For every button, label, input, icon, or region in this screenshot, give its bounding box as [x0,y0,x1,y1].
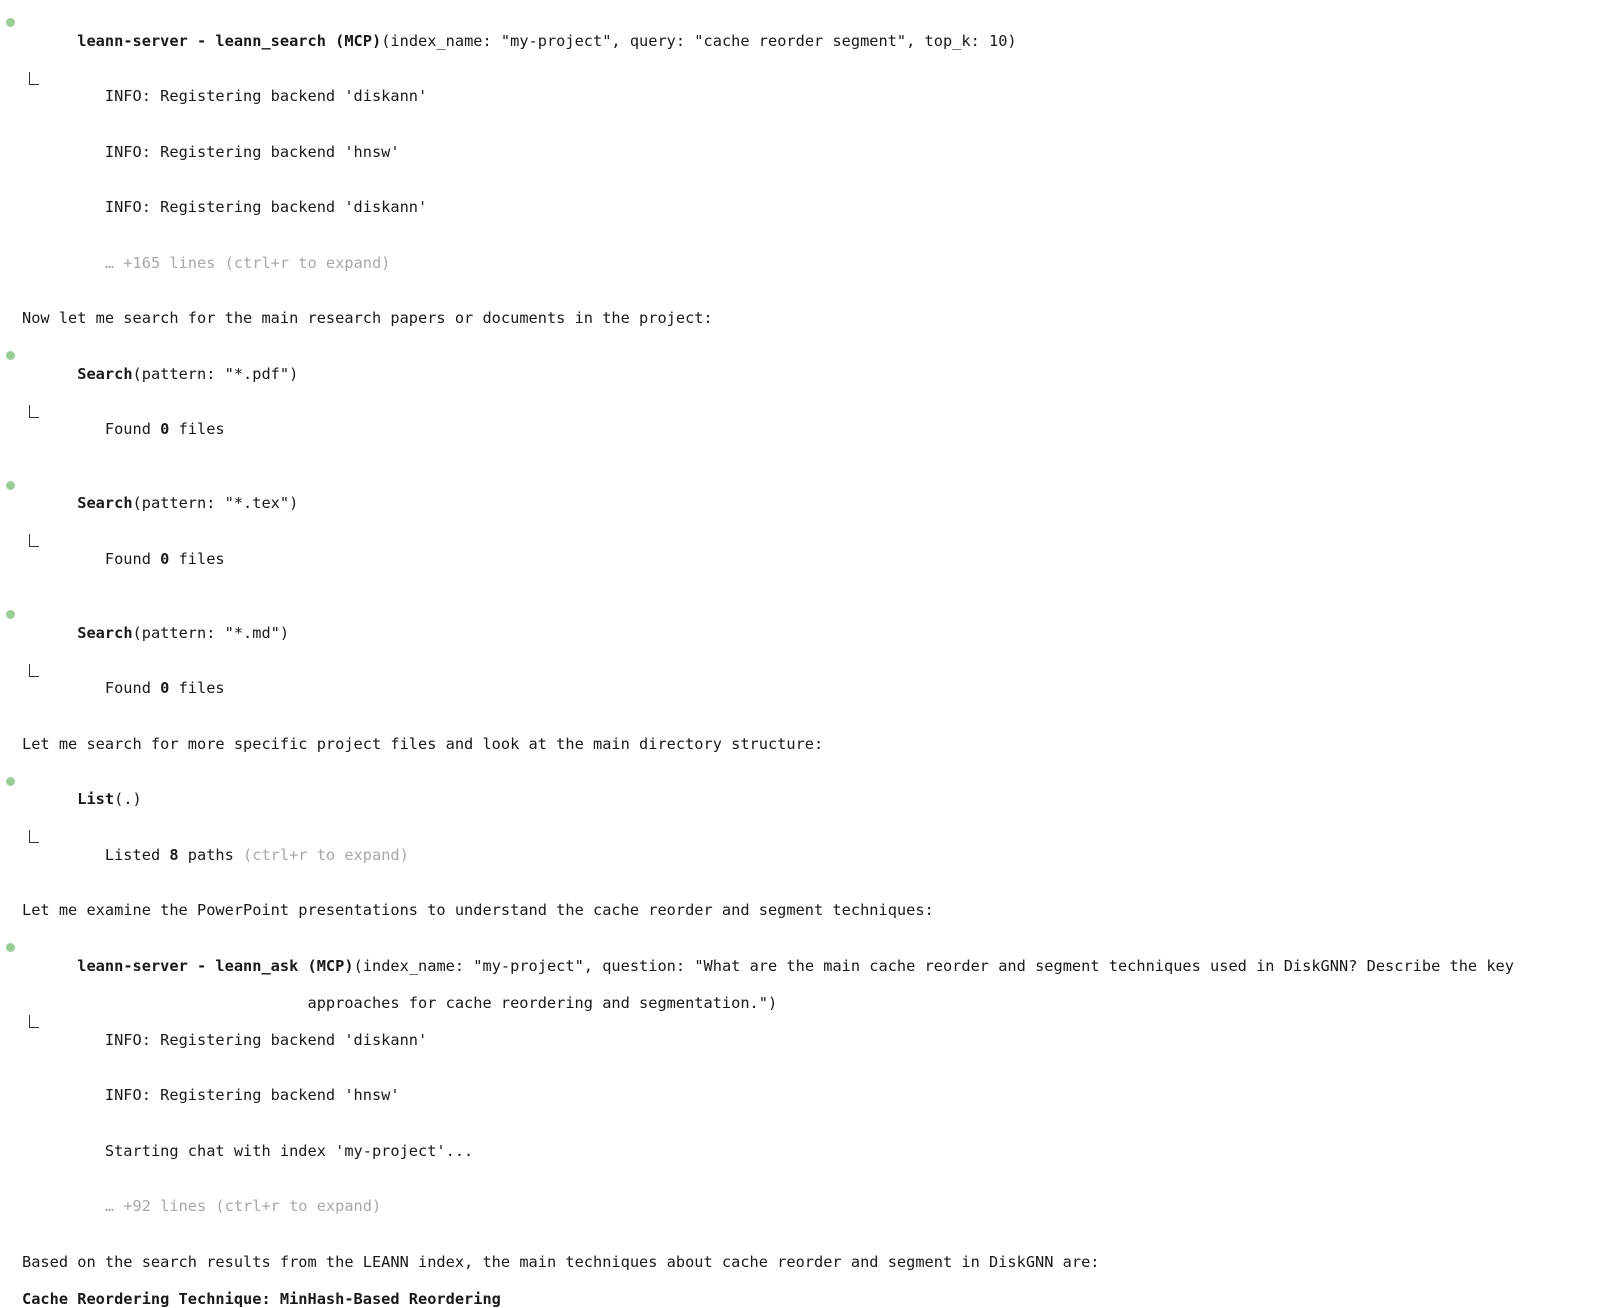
result-text: Found [105,550,160,568]
tool-args: (pattern: "*.pdf") [133,365,299,383]
result-count: 0 [160,679,169,697]
tool-call-header [22,476,1580,532]
tool-args: (pattern: "*.tex") [133,494,299,512]
tool-args: (index_name: "my-project", question: "What are the main cache reorder and segment techniques used in DiskGNN? Describe the key [354,957,1514,975]
tool-name: Search [77,624,132,642]
assistant-message [22,309,1580,328]
assistant-text: Now let me search for the main research papers or documents in the project: [22,309,1580,328]
tool-result-line [22,402,1580,458]
result-text: Starting chat with index 'my-project'... [105,1142,473,1160]
tool-result-line [22,827,1580,883]
result-corner-icon [29,664,39,677]
result-text: Found [105,679,160,697]
tool-result-line [22,124,1580,180]
assistant-message [22,735,1580,754]
tool-call-header [22,938,1580,994]
tool-result-line [22,1068,1580,1124]
tool-status-bullet-icon [6,610,15,619]
tool-call-header [22,13,1580,69]
tool-args: (pattern: "*.md") [133,624,290,642]
tool-result-line [22,1123,1580,1179]
assistant-message-heading [22,1290,1580,1308]
tool-name: leann-server - leann_search (MCP) [77,32,381,50]
collapsed-lines-hint [22,1179,1580,1235]
tool-call-list [22,772,1580,883]
tool-status-bullet-icon [6,777,15,786]
tool-call-header [22,772,1580,828]
hint-text: … +92 lines (ctrl+r to expand) [105,1197,381,1215]
result-corner-icon [29,405,39,418]
result-text: Found [105,420,160,438]
tool-call-search-pdf [22,346,1580,457]
hint-text: … +165 lines (ctrl+r to expand) [105,254,391,272]
result-corner-icon [29,534,39,547]
result-text: Listed [105,846,169,864]
tool-name: Search [77,494,132,512]
assistant-text: Based on the search results from the LEANN index, the main techniques about cache reorder and segment in DiskGNN are: [22,1253,1580,1272]
tool-status-bullet-icon [6,351,15,360]
result-corner-icon [29,72,39,85]
assistant-text: Let me examine the PowerPoint presentations to understand the cache reorder and segment techniques: [22,901,1580,920]
tool-status-bullet-icon [6,481,15,490]
tool-name: List [77,790,114,808]
tool-result-line [22,531,1580,587]
result-text: paths [179,846,243,864]
tool-call-leann-ask [22,938,1580,1234]
tool-status-bullet-icon [6,18,15,27]
result-corner-icon [29,830,39,843]
result-text: files [169,420,224,438]
result-text: files [169,550,224,568]
tool-args: (index_name: "my-project", query: "cache reorder segment", top_k: 10) [381,32,1016,50]
assistant-message [22,901,1580,920]
assistant-heading: Cache Reordering Technique: MinHash-Based Reordering [22,1290,1580,1308]
tool-name: Search [77,365,132,383]
result-corner-icon [29,1015,39,1028]
tool-args: (.) [114,790,142,808]
tool-call-leann-search [22,13,1580,291]
result-count: 0 [160,550,169,568]
tool-call-search-md [22,605,1580,716]
result-count: 8 [169,846,178,864]
assistant-message [22,1253,1580,1272]
tool-result-line [22,180,1580,236]
assistant-text: Let me search for more specific project files and look at the main directory structure: [22,735,1580,754]
tool-result-line [22,69,1580,125]
result-text: INFO: Registering backend 'diskann' [105,1031,427,1049]
expand-hint: (ctrl+r to expand) [243,846,409,864]
tool-call-search-tex [22,476,1580,587]
tool-result-line [22,1012,1580,1068]
tool-call-header [22,346,1580,402]
result-text: INFO: Registering backend 'hnsw' [105,143,400,161]
tool-result-line [22,661,1580,717]
tool-status-bullet-icon [6,943,15,952]
result-count: 0 [160,420,169,438]
result-text: files [169,679,224,697]
tool-args-continuation: approaches for cache reordering and segmentation.") [22,994,1580,1013]
tool-call-header [22,605,1580,661]
result-text: INFO: Registering backend 'hnsw' [105,1086,400,1104]
collapsed-lines-hint [22,235,1580,291]
result-text: INFO: Registering backend 'diskann' [105,198,427,216]
result-text: INFO: Registering backend 'diskann' [105,87,427,105]
tool-name: leann-server - leann_ask (MCP) [77,957,353,975]
